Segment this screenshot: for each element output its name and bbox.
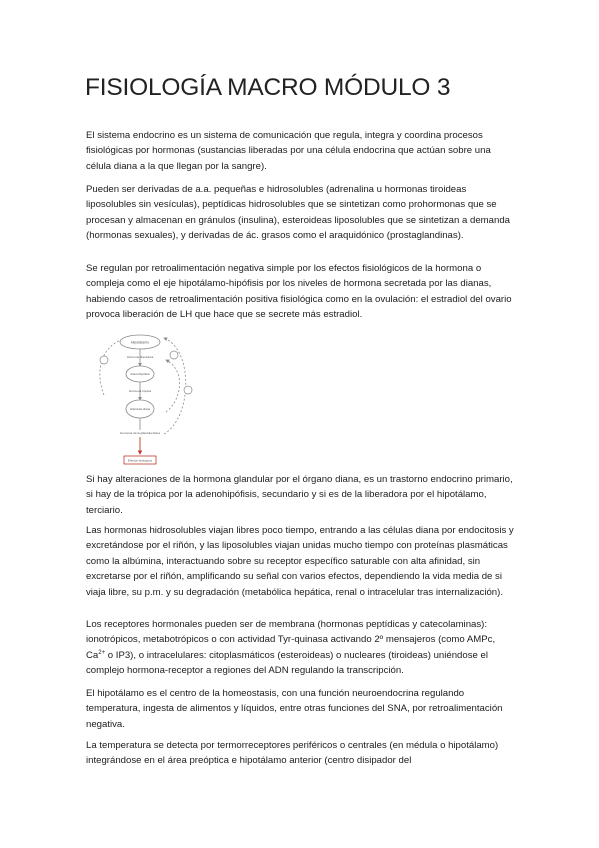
paragraph-disorders: Si hay alteraciones de la hormona glandular por el órgano diana, es un trastorno endocrino primario, si hay de la trópica por la adenohipófisis, secundario y si es de la liberadora por el hipotálamo, terciario. <box>86 474 513 516</box>
calcium-charge-superscript: 2+ <box>98 649 106 656</box>
paragraph-receptors <box>86 617 514 679</box>
diagram-label-hypophysis: Adenohipófisis <box>130 372 150 376</box>
paragraph-regulation: Se regulan por retroalimentación negativa simple por los efectos fisiológicos de la hormona o compleja como el eje hipotálamo-hipófisis por los niveles de hormona secretada por las dianas, habiendo casos de retroalimentación positiva fisiológica como en la ovulación: el estradiol del ovario provoca liberación de LH que hace que se secrete más estradiol. <box>86 263 512 321</box>
diagram-label-releasing: Hormona liberadora <box>126 355 154 359</box>
paragraph-transport: Las hormonas hidrosolubles viajan libres poco tiempo, entrando a las células diana por endocitosis y excretándose por el riñón, y las liposolubles viajan unidas mucho tiempo con proteínas plasmáticas como la albúmina, interactuando sobre su receptor específico saturable con alta afinidad, sin excretarse por el riñón, amplificando su señal con varios efectos, dependiendo la vida media de si viaja libre, su p.m. y su degradación (metabólica hepática, renal o intracelular tras internalización). <box>86 525 514 598</box>
paragraph-temperature: La temperatura se detecta por termorreceptores periféricos o centrales (en médula o hipotálamo) integrándose en el área preóptica e hipotálamo anterior (centro disipador del <box>86 740 499 767</box>
diagram-label-effects: Efectos biológicos <box>127 458 153 463</box>
diagram-label-tropic: Hormona trópica <box>128 389 152 393</box>
diagram-label-gland: Glándula diana <box>129 407 151 411</box>
endocrine-axis-diagram <box>94 330 204 470</box>
paragraph-hypothalamus: El hipotálamo es el centro de la homeostasis, con una función neuroendocrina regulando temperatura, ingesta de alimentos y líquidos, entre otras funciones del SNA, por retroalimentación negativa. <box>86 688 503 730</box>
receptors-text-a: Los receptores hormonales pueden ser de membrana (hormonas peptídicas y catecolaminas): ionotrópicos, metabotrópicos o con actividad Tyr-quinasa activando 2º mensajeros (como AMPc, Ca <box>86 619 496 661</box>
diagram-label-gland-hormone: Hormona de la glándula diana <box>119 431 161 435</box>
receptors-text-b: o IP3), o intracelulares: citoplasmáticos (esteroideas) o nucleares (tiroideas) uniéndose el complejo hormona-receptor a regiones del ADN regulando la transcripción. <box>86 649 488 677</box>
page-title: FISIOLOGÍA MACRO MÓDULO 3 <box>85 74 451 101</box>
paragraph-endocrine-system: El sistema endocrino es un sistema de comunicación que regula, integra y coordina procesos fisiológicas por hormonas (sustancias liberadas por una célula endocrina que actúan sobre una célula diana a la que llegan por la sangre). <box>86 130 491 172</box>
diagram-label-hypothalamus: Hipotálamo <box>130 340 150 345</box>
paragraph-hormone-types: Pueden ser derivadas de a.a. pequeñas e hidrosolubles (adrenalina u hormonas tiroideas liposolubles sin vesículas), peptídicas hidrosolubles que se sintetizan como prohormonas que se procesan y almacenan en gránulos (insulina), esteroideas liposolubles que se sintetizan a demanda (hormonas sexuales), y derivadas de ác. grasos como el araquidónico (prostaglandinas). <box>86 184 510 242</box>
